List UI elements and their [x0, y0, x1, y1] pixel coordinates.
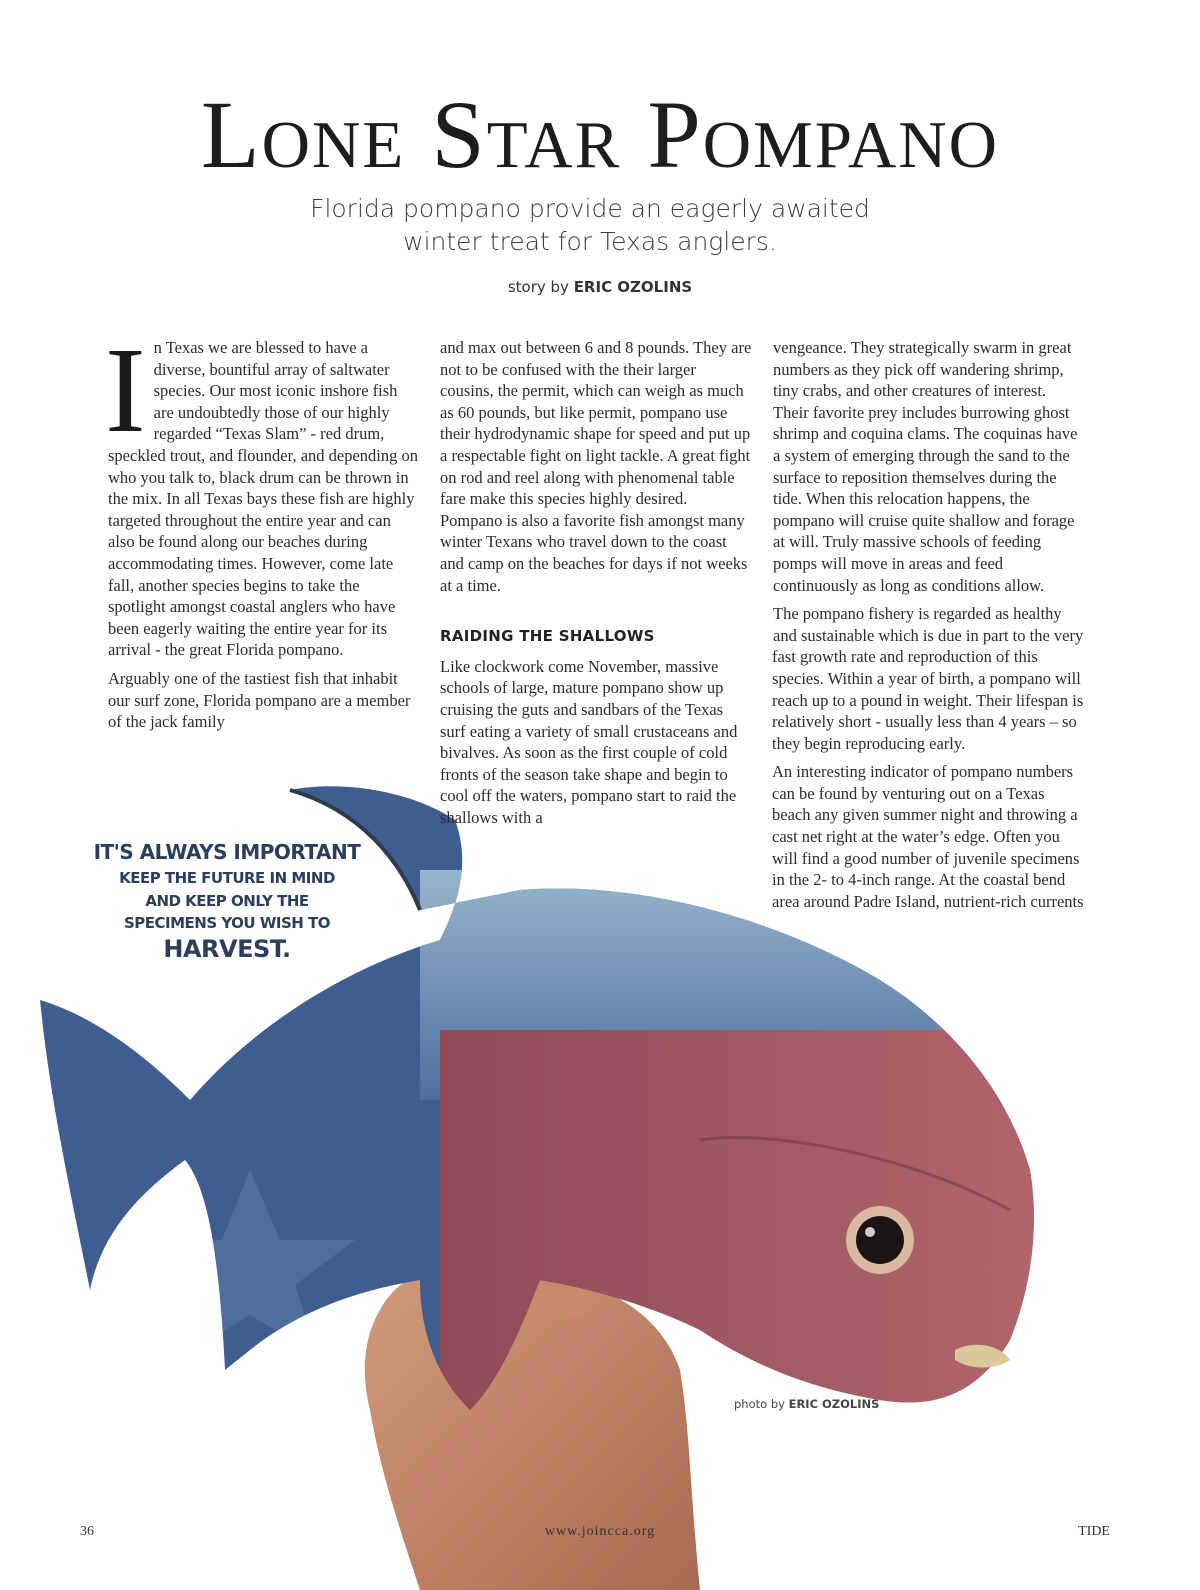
photo-credit-prefix: photo by: [734, 1397, 789, 1411]
byline-author: ERIC OZOLINS: [573, 278, 693, 296]
byline-prefix: story by: [507, 278, 574, 296]
article-column-1: [105, 323, 420, 740]
footer-magazine-name: TIDE: [1078, 1524, 1110, 1539]
article-paragraph: and max out between 6 and 8 pounds. They are not to be confused with the their larger cousins, the permit, which can weigh as much as 60 pounds, but like permit, pompano use their hydrodynamic shape for speed and put up a respectable fight on light tackle. A great fight on rod and reel along with phenomenal table fare make this species highly desired. Pompano is also a favorite fish amongst many winter Texans who travel down to the coast and camp on the beaches for days if not weeks at a time.: [440, 338, 752, 595]
pull-quote-line-1: IT'S ALWAYS IMPORTANT: [93, 840, 361, 864]
pull-quote-line-5: HARVEST.: [163, 935, 291, 963]
page-number: 36: [80, 1524, 94, 1539]
pull-quote-line-2: KEEP THE FUTURE IN MIND: [119, 869, 335, 887]
article-paragraph: Like clockwork come November, massive schools of large, mature pompano show up cruising the guts and sandbars of the Texas surf eating a variety of small crustaceans and bivalves. As soon as the first couple of cold fronts of the season take shape and begin to cool off the waters, pompano start to raid the shallows with a: [440, 656, 738, 827]
article-column-2: [440, 337, 752, 957]
drop-cap: I: [105, 323, 146, 458]
col1-p1-text: n Texas we are blessed to have a diverse, bountiful array of saltwater species. Our most iconic inshore fish are undoubtedly those of our highly regarded “Texas Slam” - red drum, speckled trout, and flounder, and depending on who you talk to, black drum can be thrown in the mix. In all Texas bays these fish are highly targeted throughout the entire year and can also be found along our beaches during accommodating times. However, come late fall, another species begins to take the spotlight amongst coastal anglers who have been eagerly waiting the entire year for its arrival - the great Florida pompano.: [108, 338, 419, 660]
article-subtitle: [250, 192, 930, 258]
article-paragraph: The pompano fishery is regarded as healthy and sustainable which is due in part to the very fast growth rate and reproduction of this species. Within a year of birth, a pompano will reach up to a pound in weight. Their lifespan is relatively short - usually less than 4 years – so they begin reproducing early.: [772, 604, 1084, 753]
section-heading: RAIDING THE SHALLOWS: [440, 627, 655, 646]
article-column-3: [772, 337, 1084, 919]
byline: [0, 278, 1200, 296]
photo-credit: [734, 1397, 879, 1411]
footer-website: www.joincca.org: [544, 1524, 656, 1539]
pull-quote-line-3: AND KEEP ONLY THE: [145, 892, 309, 910]
photo-credit-author: ERIC OZOLINS: [788, 1397, 880, 1411]
article-paragraph: [105, 323, 420, 661]
pull-quote: [92, 838, 362, 964]
article-paragraph: vengeance. They strategically swarm in great numbers as they pick off wandering shrimp, tiny crabs, and other creatures of interest. Their favorite prey includes burrowing ghost shrimp and coquina clams. The coquinas have a system of emerging through the sand to the surface to reposition themselves during the tide. When this relocation happens, the pompano will cruise quite shallow and forage at will. Truly massive schools of feeding pomps will move in areas and feed continuously as long as conditions allow.: [773, 338, 1078, 595]
subtitle-line-2: winter treat for Texas anglers.: [403, 227, 777, 256]
article-paragraph: An interesting indicator of pompano numbers can be found by venturing out on a Texas beach any given summer night and throwing a cast net right at the water’s edge. Often you will find a good number of juvenile specimens in the 2- to 4-inch range. At the coastal bend area around Padre Island, nutrient-rich currents: [772, 762, 1084, 911]
pull-quote-line-4: SPECIMENS YOU WISH TO: [123, 914, 331, 932]
subtitle-line-1: Florida pompano provide an eagerly awaited: [310, 194, 870, 223]
article-title: Lone Star Pompano: [201, 81, 999, 188]
article-paragraph: Arguably one of the tastiest fish that inhabit our surf zone, Florida pompano are a member of the jack family: [108, 668, 411, 732]
